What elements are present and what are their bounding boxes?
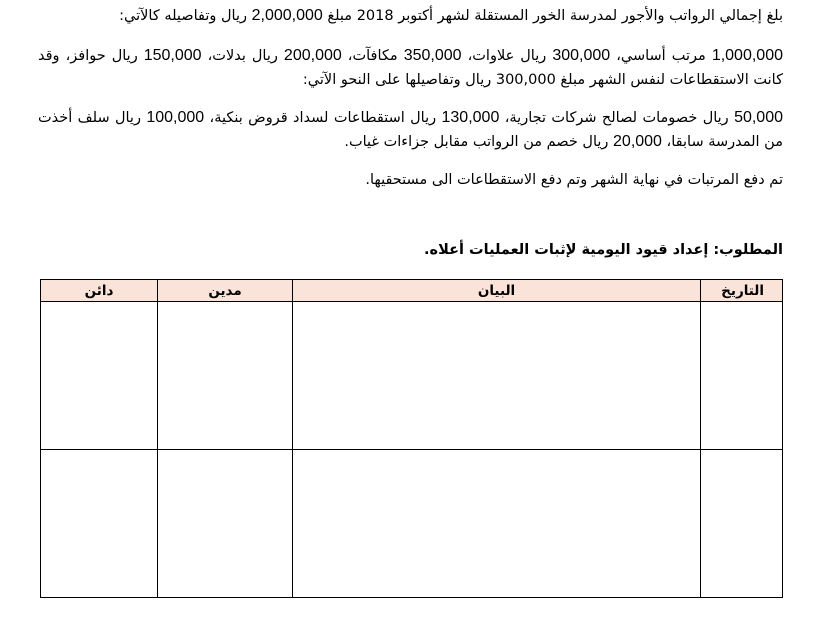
header-date: التاريخ (701, 280, 783, 302)
header-credit: دائن (41, 280, 158, 302)
table-row (41, 450, 783, 598)
table-row (41, 302, 783, 450)
requirement-heading: المطلوب: إعداد قيود اليومية لإثبات العمليات أعلاه. (424, 242, 783, 258)
date-cell[interactable] (701, 450, 783, 598)
salary-details-paragraph: 1,000,000 مرتب أساسي، 300,000 ريال علاوات، 350,000 مكافآت، 200,000 ريال بدلات، 150,000 ريال حوافز، وقد كانت الاستقطاعات لنفس الشهر مبلغ 300,000 ريال وتفاصيلها على النحو الآتي: (38, 47, 783, 88)
header-description: البيان (293, 280, 701, 302)
debit-cell[interactable] (158, 302, 293, 450)
credit-cell[interactable] (41, 450, 158, 598)
date-cell[interactable] (701, 302, 783, 450)
payment-paragraph: تم دفع المرتبات في نهاية الشهر وتم دفع الاستقطاعات الى مستحقيها. (365, 172, 783, 188)
table-header-row (41, 280, 783, 302)
credit-cell[interactable] (41, 302, 158, 450)
description-cell[interactable] (293, 450, 701, 598)
intro-paragraph: بلغ إجمالي الرواتب والأجور لمدرسة الخور المستقلة لشهر أكتوبر 2018 مبلغ 2,000,000 ريال وتفاصيله كالآتي: (119, 7, 783, 24)
deductions-paragraph: 50,000 ريال خصومات لصالح شركات تجارية، 130,000 ريال استقطاعات لسداد قروض بنكية، 100,000 ريال سلف أخذت من المدرسة سابقا، 20,000 ريال خصم من الرواتب مقابل جزاءات غياب. (38, 109, 783, 150)
description-cell[interactable] (293, 302, 701, 450)
header-debit: مدين (158, 280, 293, 302)
journal-entries-table (40, 279, 783, 598)
debit-cell[interactable] (158, 450, 293, 598)
